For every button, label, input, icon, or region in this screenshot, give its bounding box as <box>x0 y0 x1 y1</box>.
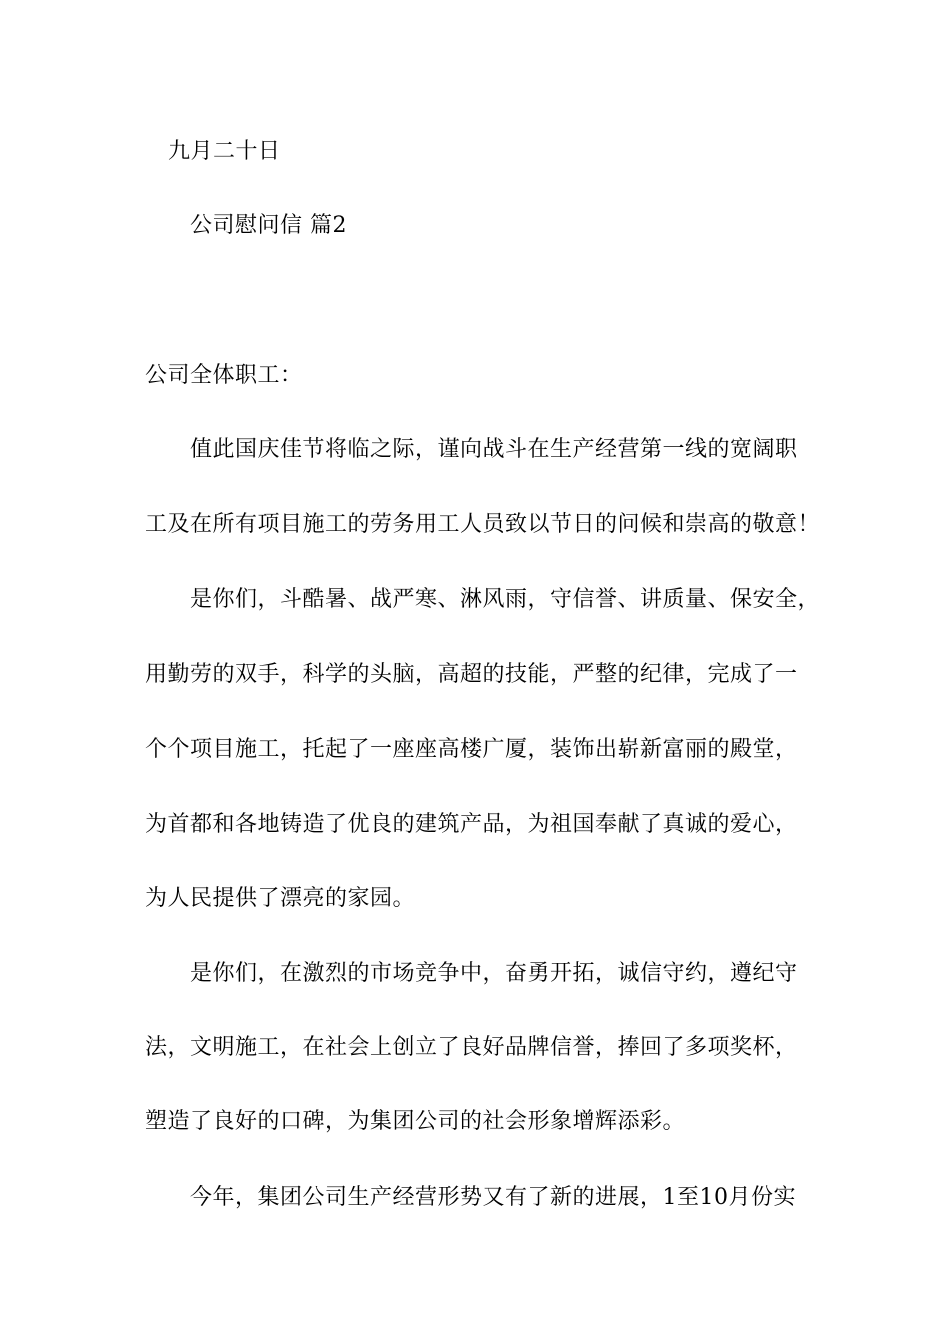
date-line: 九月二十日 <box>168 139 281 164</box>
section-title: 公司慰问信 篇2 <box>190 213 347 238</box>
paragraph-3-line-2: 法，文明施工，在社会上创立了良好品牌信誉，捧回了多项奖杯， <box>145 1035 798 1060</box>
paragraph-1-line-1: 值此国庆佳节将临之际，谨向战斗在生产经营第一线的宽阔职 <box>190 437 798 462</box>
paragraph-3-line-3: 塑造了良好的口碑，为集团公司的社会形象增辉添彩。 <box>145 1109 686 1134</box>
salutation: 公司全体职工： <box>145 363 303 388</box>
paragraph-2-line-4: 为首都和各地铸造了优良的建筑产品，为祖国奉献了真诚的爱心， <box>145 812 798 837</box>
paragraph-1-line-2: 工及在所有项目施工的劳务用工人员致以节日的问候和崇高的敬意！ <box>145 512 821 537</box>
paragraph-2-line-3: 个个项目施工，托起了一座座高楼广厦，装饰出崭新富丽的殿堂， <box>145 737 798 762</box>
paragraph-2-line-2: 用勤劳的双手，科学的头脑，高超的技能，严整的纪律，完成了一 <box>145 662 798 687</box>
paragraph-4-line-1: 今年，集团公司生产经营形势又有了新的进展，1至10月份实 <box>190 1185 796 1210</box>
paragraph-3-line-1: 是你们，在激烈的市场竞争中，奋勇开拓，诚信守约，遵纪守 <box>190 961 798 986</box>
paragraph-2-line-5: 为人民提供了漂亮的家园。 <box>145 886 416 911</box>
paragraph-2-line-1: 是你们，斗酷暑、战严寒、淋风雨，守信誉、讲质量、保安全， <box>190 587 821 612</box>
